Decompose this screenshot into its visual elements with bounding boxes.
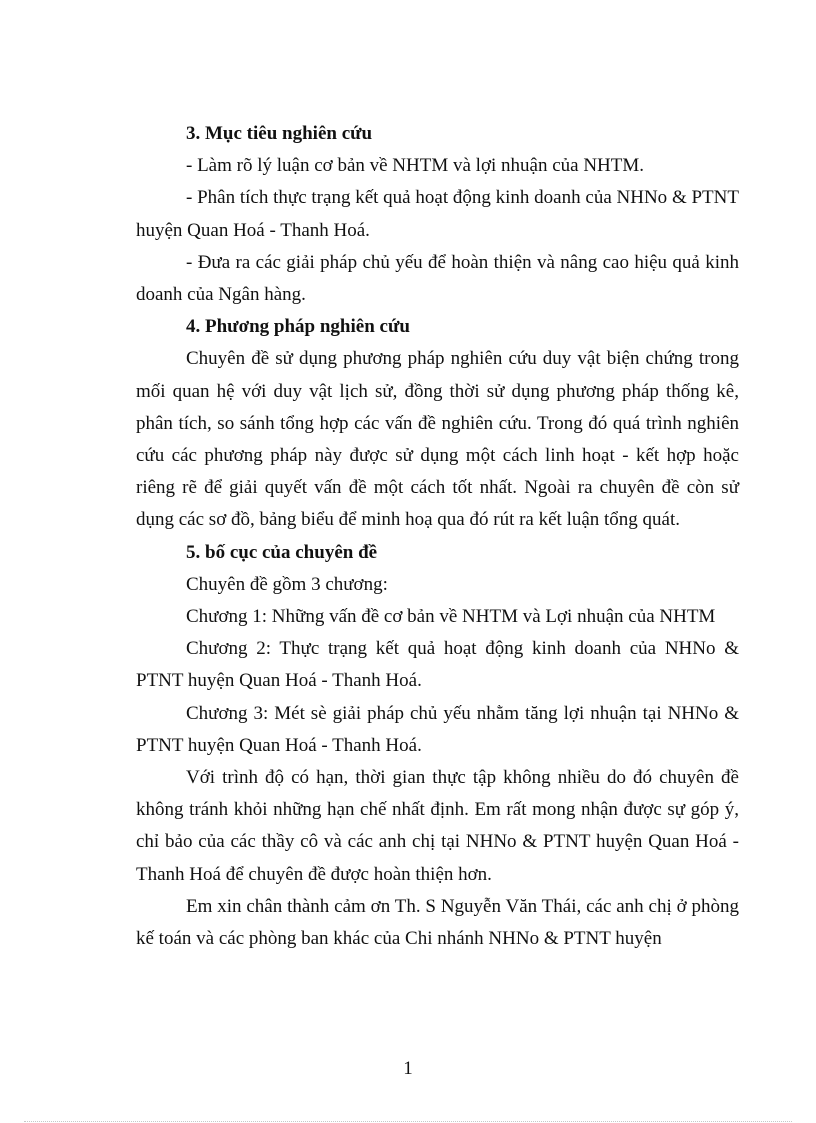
objective-item-3: - Đưa ra các giải pháp chủ yếu để hoàn thiện và nâng cao hiệu quả kinh doanh của Ngân hàng. [136,251,739,306]
structure-intro: Chuyên đề gồm 3 chương: [186,573,388,595]
section-4-heading: 4. Phương pháp nghiên cứu [186,316,410,338]
chapter-3-line: Chương 3: Mét sè giải pháp chủ yếu nhằm tăng lợi nhuận tại NHNo & PTNT huyện Quan Hoá - Thanh Hoá. [136,702,739,756]
methodology-paragraph: Chuyên đề sử dụng phương pháp nghiên cứu duy vật biện chứng trong mối quan hệ với duy vật lịch sử, đồng thời sử dụng phương pháp thống kê, phân tích, so sánh tổng hợp các vấn đề nghiên cứu. Trong đó quá trình nghiên cứu các phương pháp này được sử dụng một cách linh hoạt - kết hợp hoặc riêng rẽ để giải quyết vấn đề một cách tốt nhất. Ngoài ra chuyên đề còn sử dụng các sơ đồ, bảng biểu để minh hoạ qua đó rút ra kết luận tổng quát. [136,348,739,531]
section-5-heading: 5. bố cục của chuyên đề [186,541,378,563]
page-bottom-border [24,1121,792,1122]
closing-paragraph: Với trình độ có hạn, thời gian thực tập không nhiều do đó chuyên đề không tránh khỏi những hạn chế nhất định. Em rất mong nhận được sự góp ý, chỉ bảo của các thầy cô và các anh chị tại NHNo & PTNT huyện Quan Hoá - Thanh Hoá để chuyên đề được hoàn thiện hơn. [136,767,739,885]
page-number: 1 [403,1058,413,1079]
chapter-2-line: Chương 2: Thực trạng kết quả hoạt động kinh doanh của NHNo & PTNT huyện Quan Hoá - Thanh Hoá. [136,638,739,692]
chapter-1-line: Chương 1: Những vấn đề cơ bản về NHTM và Lợi nhuận của NHTM [186,606,716,628]
objective-item-1: - Làm rõ lý luận cơ bản về NHTM và lợi nhuận của NHTM. [186,155,645,177]
section-3-heading: 3. Mục tiêu nghiên cứu [186,123,373,144]
page-body [136,118,739,955]
objective-item-2: - Phân tích thực trạng kết quả hoạt động kinh doanh của NHNo & PTNT huyện Quan Hoá - Thanh Hoá. [136,187,739,241]
thanks-paragraph: Em xin chân thành cảm ơn Th. S Nguyễn Văn Thái, các anh chị ở phòng kế toán và các phòng ban khác của Chi nhánh NHNo & PTNT huyện [136,895,739,950]
